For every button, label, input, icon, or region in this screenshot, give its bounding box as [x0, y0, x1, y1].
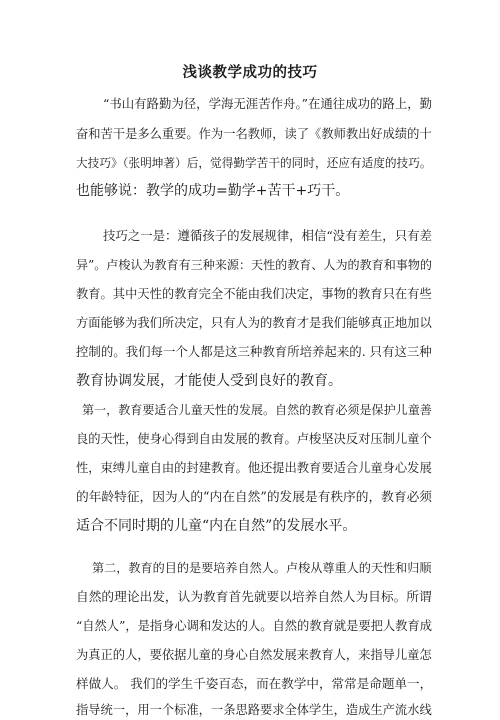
paragraph-line: 自然的理论出发，认为教育首先就要以培养自然人为目标。所谓 [76, 589, 432, 604]
paragraph-line: 第二，教育的目的是要培养自然人。卢梭从尊重人的天性和归顺 [92, 561, 432, 575]
document-title: 浅谈教学成功的技巧 [182, 64, 318, 81]
paragraph-line: “自然人”，是指身心调和发达的人。自然的教育就是要把人教育成 [76, 619, 432, 633]
paragraph-line: 教育协调发展，才能使人受到良好的教育。 [76, 373, 342, 389]
paragraph-line: 异”。卢梭认为教育有三种来源：天性的教育、人为的教育和事物的 [76, 258, 432, 272]
paragraph-line: “书山有路勤为径，学海无涯苦作舟。”在通往成功的路上，勤 [103, 96, 433, 111]
paragraph-line: 方面能够为我们所决定，只有人为的教育才是我们能够真正地加以 [76, 316, 432, 330]
paragraph-line: 教育。其中天性的教育完全不能由我们决定，事物的教育只在有些 [76, 287, 432, 301]
paragraph-line: 良的天性，使身心得到自由发展的教育。卢梭坚决反对压制儿童个 [76, 432, 432, 446]
paragraph-line: 样做人。 我们的学生千姿百态，而在教学中，常常是命题单一， [76, 676, 433, 691]
paragraph-line: 指导统一，用一个标准，一条思路要求全体学生，造成生产流水线 [76, 703, 432, 717]
paragraph-line: 适合不同时期的儿童“内在自然”的发展水平。 [76, 518, 357, 534]
paragraph-line: 控制的。我们每一个人都是这三种教育所培养起来的. 只有这三种 [76, 344, 432, 359]
paragraph-line: 也能够说：教学的成功=勤学+苦干+巧干。 [76, 183, 350, 199]
paragraph-line: 的年龄特征，因为人的“内在自然”的发展是有秩序的，教育必须 [76, 489, 432, 504]
paragraph-line: 为真正的人，要依据儿童的身心自然发展来教育人，来指导儿童怎 [76, 648, 432, 662]
paragraph-line: 技巧之一是：遵循孩子的发展规律，相信“没有差生，只有差 [103, 228, 432, 243]
paragraph-line: 性，束缚儿童自由的封建教育。他还提出教育要适合儿童身心发展 [76, 461, 432, 475]
paragraph-line: 大技巧》（张明坤著）后，觉得勤学苦干的同时，还应有适度的技巧。 [76, 156, 432, 170]
paragraph-line: 第一，教育要适合儿童天性的发展。自然的教育必须是保护儿童善 [82, 403, 432, 417]
paragraph-line: 奋和苦干是多么重要。作为一名教师，读了《教师教出好成绩的十 [76, 127, 432, 141]
